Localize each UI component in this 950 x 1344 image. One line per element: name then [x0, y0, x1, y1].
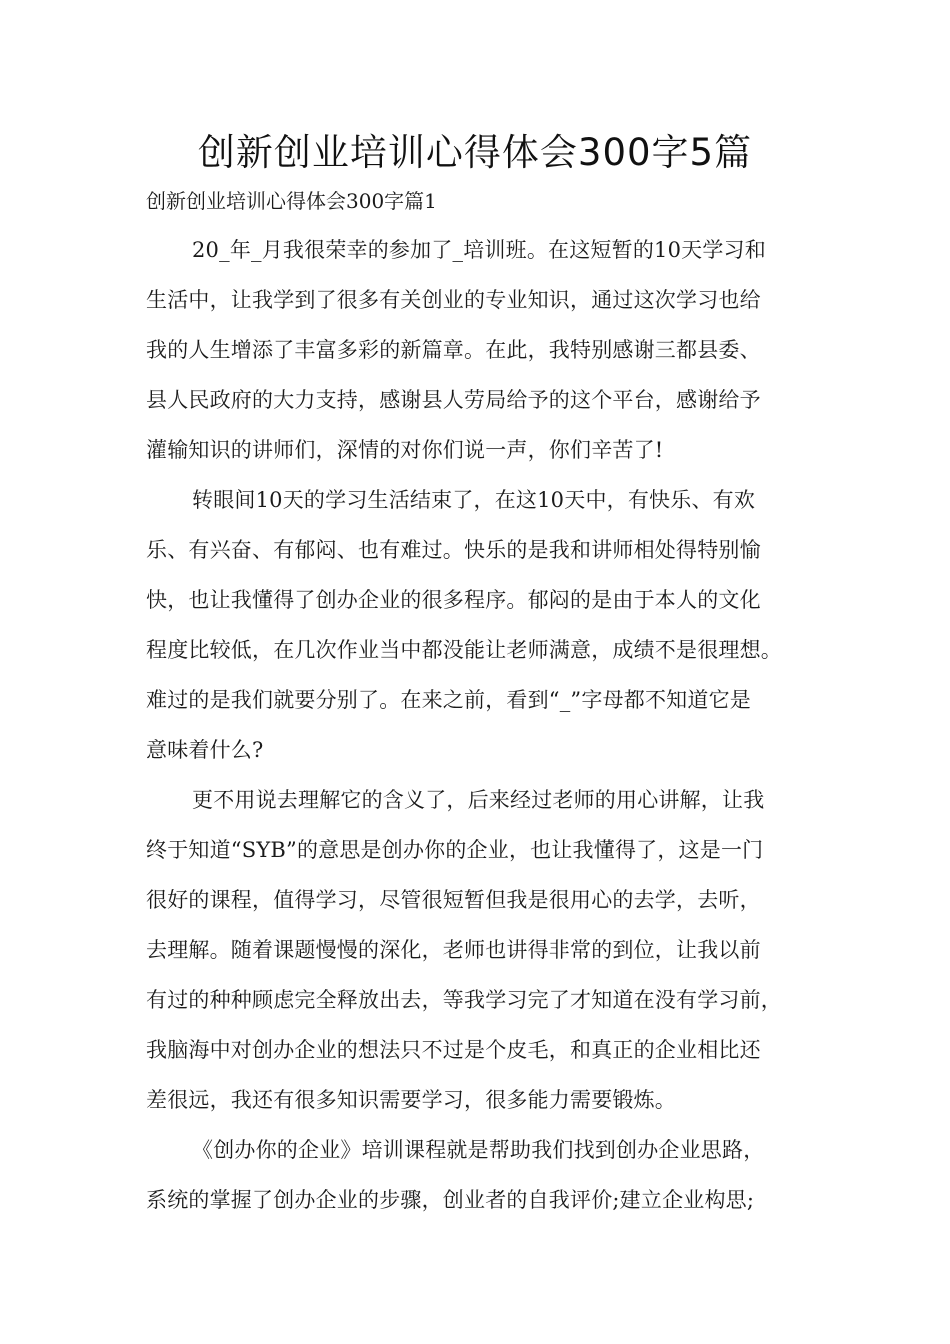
paragraph-line: 快，也让我懂得了创办企业的很多程序。郁闷的是由于本人的文化 [146, 588, 761, 612]
paragraph-line: 我的人生增添了丰富多彩的新篇章。在此，我特别感谢三都县委、 [146, 338, 761, 362]
paragraph-line: 去理解。随着课题慢慢的深化，老师也讲得非常的到位，让我以前 [146, 938, 761, 962]
paragraph-line: 灌输知识的讲师们，深情的对你们说一声，你们辛苦了! [146, 438, 664, 462]
document-title: 创新创业培训心得体会300字5篇 [197, 131, 753, 174]
paragraph-line: 更不用说去理解它的含义了，后来经过老师的用心讲解，让我 [192, 788, 765, 812]
paragraph-line: 转眼间10天的学习生活结束了，在这10天中，有快乐、有欢 [192, 488, 756, 512]
section-heading: 创新创业培训心得体会300字篇1 [146, 189, 437, 213]
paragraph-line: 差很远，我还有很多知识需要学习，很多能力需要锻炼。 [146, 1088, 676, 1112]
paragraph-line: 《创办你的企业》培训课程就是帮助我们找到创办企业思路， [192, 1138, 765, 1162]
paragraph-line: 意味着什么? [146, 738, 264, 762]
paragraph-line: 我脑海中对创办企业的想法只不过是个皮毛，和真正的企业相比还 [146, 1038, 761, 1062]
paragraph-line: 很好的课程，值得学习，尽管很短暂但我是很用心的去学，去听， [146, 888, 761, 912]
paragraph-line: 20_年_月我很荣幸的参加了_培训班。在这短暂的10天学习和 [192, 238, 766, 262]
paragraph-line: 有过的种种顾虑完全释放出去，等我学习完了才知道在没有学习前， [146, 988, 782, 1012]
paragraph-line: 终于知道“SYB”的意思是创办你的企业，也让我懂得了，这是一门 [146, 838, 764, 862]
paragraph-line: 县人民政府的大力支持，感谢县人劳局给予的这个平台，感谢给予 [146, 388, 761, 412]
paragraph-line: 难过的是我们就要分别了。在来之前，看到“_”字母都不知道它是 [146, 688, 751, 712]
paragraph-line: 乐、有兴奋、有郁闷、也有难过。快乐的是我和讲师相处得特别愉 [146, 538, 761, 562]
paragraph-line: 系统的掌握了创办企业的步骤，创业者的自我评价;建立企业构思; [146, 1188, 755, 1212]
paragraph-line: 生活中，让我学到了很多有关创业的专业知识，通过这次学习也给 [146, 288, 761, 312]
paragraph-line: 程度比较低，在几次作业当中都没能让老师满意，成绩不是很理想。 [146, 638, 782, 662]
